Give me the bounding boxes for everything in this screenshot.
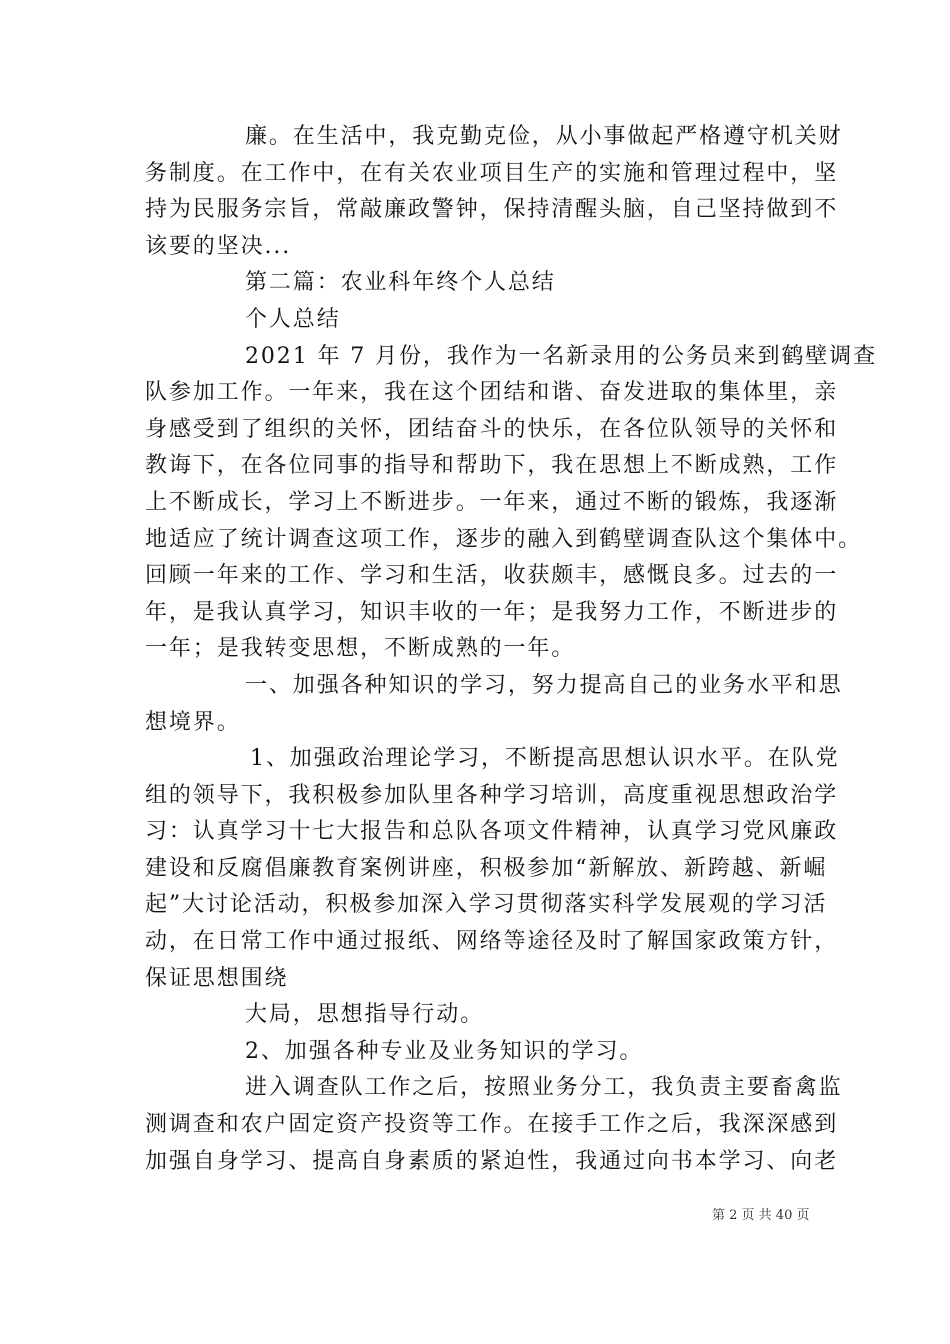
- text-line: 一年；是我转变思想，不断成熟的一年。: [145, 636, 576, 662]
- text-line: 回顾一年来的工作、学习和生活，收获颇丰，感慨良多。过去的一: [145, 563, 839, 589]
- text-line: 动，在日常工作中通过报纸、网络等途径及时了解国家政策方针，: [145, 929, 839, 955]
- text-line: 进入调查队工作之后，按照业务分工，我负责主要畜禽监: [245, 1075, 843, 1101]
- text-line: 该要的坚决...: [145, 233, 292, 259]
- text-line: 务制度。在工作中，在有关农业项目生产的实施和管理过程中，坚: [145, 160, 839, 186]
- heading-line: 一、加强各种知识的学习，努力提高自己的业务水平和思: [245, 672, 843, 698]
- text-line: 起”大讨论活动，积极参加深入学习贯彻落实科学发展观的学习活: [145, 892, 828, 918]
- text-line: 廉。在生活中，我克勤克俭，从小事做起严格遵守机关财: [245, 124, 843, 149]
- text-line: 测调查和农户固定资产投资等工作。在接手工作之后，我深深感到: [145, 1112, 839, 1138]
- text-line: 习：认真学习十七大报告和总队各项文件精神，认真学习党风廉政: [145, 819, 839, 845]
- text-line: 持为民服务宗旨，常敲廉政警钟，保持清醒头脑，自己坚持做到不: [145, 197, 839, 223]
- text-line: 年，是我认真学习，知识丰收的一年；是我努力工作，不断进步的: [145, 599, 839, 625]
- page-number: 第 2 页 共 40 页: [712, 1208, 810, 1223]
- text-line: 保证思想围绕: [145, 965, 289, 991]
- text-line: 上不断成长，学习上不断进步。一年来，通过不断的锻炼，我逐渐: [145, 489, 839, 515]
- subtitle: 个人总结: [245, 306, 341, 332]
- text-line: 加强自身学习、提高自身素质的紧迫性，我通过向书本学习、向老: [145, 1148, 839, 1174]
- heading-line: 想境界。: [145, 709, 241, 735]
- text-line: 教诲下，在各位同事的指导和帮助下，我在思想上不断成熟，工作: [145, 453, 839, 479]
- document-body: [145, 119, 877, 1180]
- section-title: 第二篇：农业科年终个人总结: [245, 270, 556, 296]
- text-line: 2021 年 7 月份，我作为一名新录用的公务员来到鹤壁调查: [245, 343, 877, 369]
- text-line: 队参加工作。一年来，我在这个团结和谐、奋发进取的集体里，亲: [145, 380, 839, 406]
- text-line: 建设和反腐倡廉教育案例讲座，积极参加“新解放、新跨越、新崛: [145, 855, 828, 881]
- text-line: 1、加强政治理论学习，不断提高思想认识水平。在队党: [250, 746, 840, 772]
- text-line: 组的领导下，我积极参加队里各种学习培训，高度重视思想政治学: [145, 782, 839, 808]
- text-line: 大局，思想指导行动。: [245, 1002, 485, 1028]
- text-line: 地适应了统计调查这项工作，逐步的融入到鹤壁调查队这个集体中。: [145, 526, 863, 552]
- text-line: 身感受到了组织的关怀，团结奋斗的快乐，在各位队领导的关怀和: [145, 416, 839, 442]
- text-line: 2、加强各种专业及业务知识的学习。: [245, 1038, 644, 1064]
